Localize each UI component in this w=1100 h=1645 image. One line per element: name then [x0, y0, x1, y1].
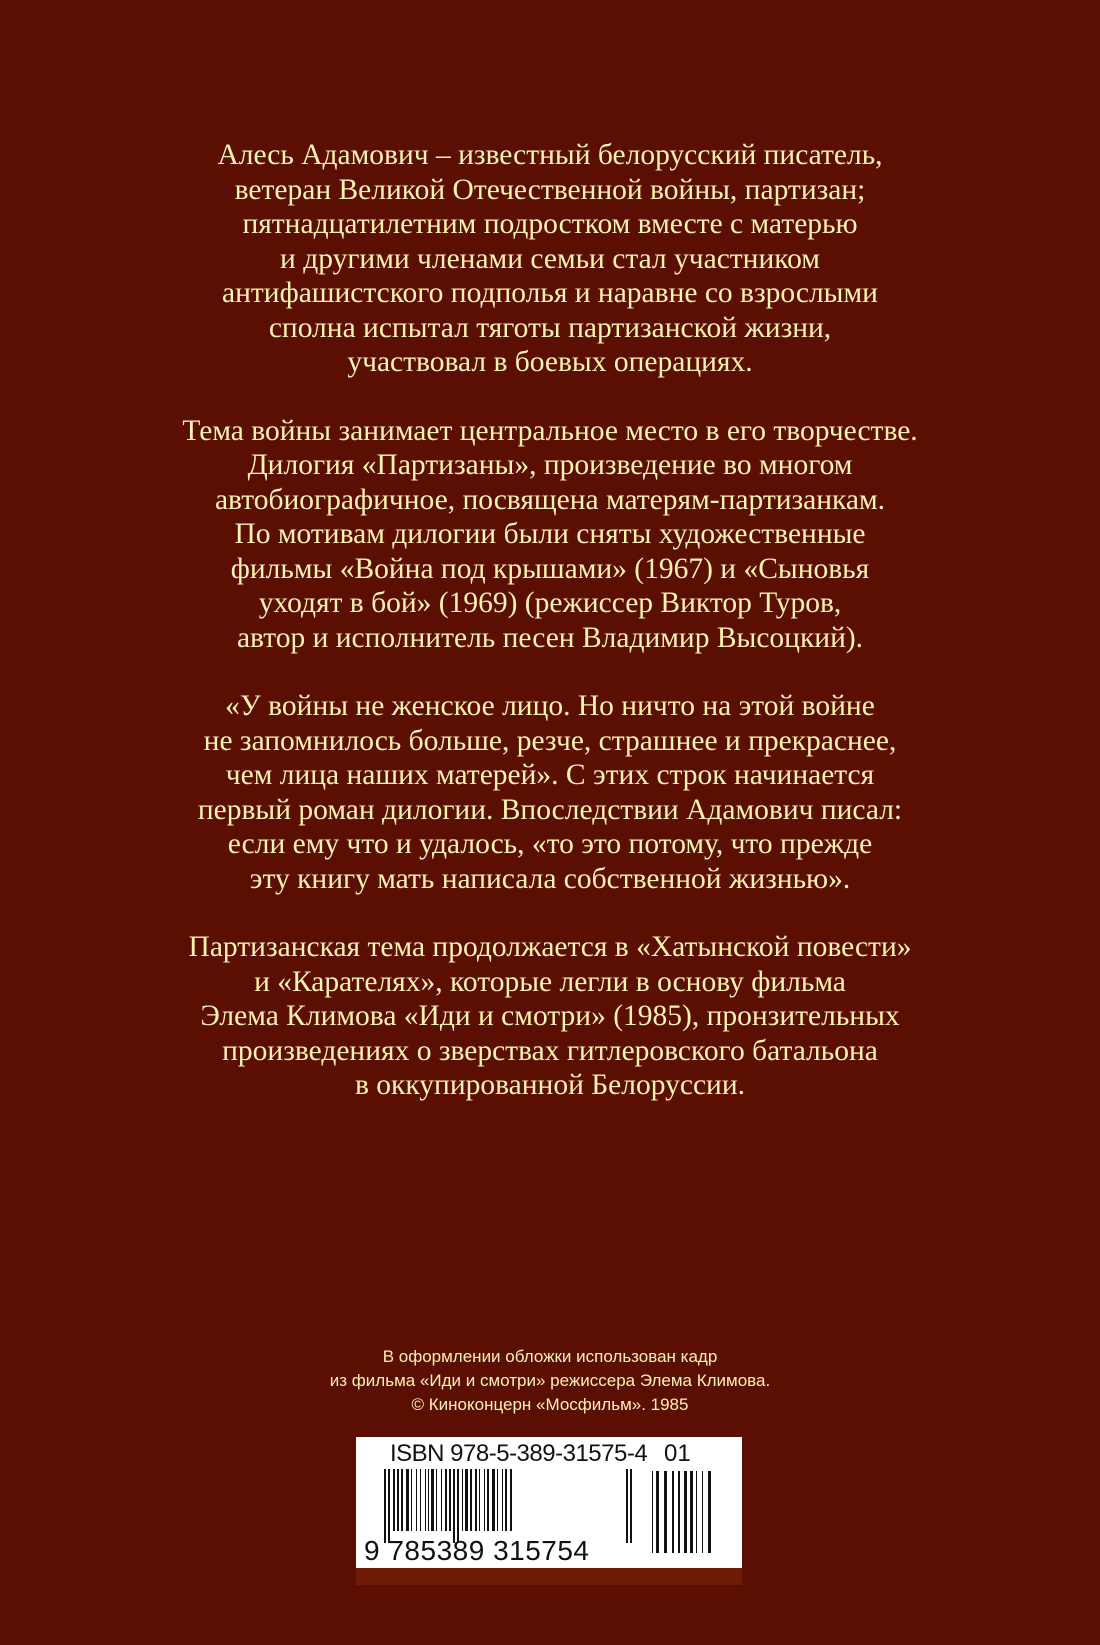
barcode-bar: [502, 1469, 503, 1531]
barcode-bar: [462, 1469, 463, 1531]
text-line: эту книгу мать написала собственной жизнью».: [249, 862, 851, 895]
barcode-bar: [475, 1469, 477, 1531]
credit-line: © Киноконцерн «Мосфильм». 1985: [411, 1395, 689, 1414]
barcode-stripe: [356, 1568, 742, 1585]
text-line: ветеран Великой Отечественной войны, партизан;: [234, 173, 866, 206]
barcode-bar: [431, 1469, 434, 1531]
barcode-bar: [449, 1469, 451, 1531]
text-line: «У войны не женское лицо. Но ничто на этой войне: [225, 690, 875, 722]
text-line: сполна испытал тяготы партизанской жизни,: [268, 311, 832, 344]
paragraph-khatyn: [0, 930, 1100, 1103]
text-line: По мотивам дилогии были сняты художественные: [234, 518, 866, 550]
paragraph-biography: [0, 138, 1100, 380]
barcode-bar: [384, 1469, 386, 1543]
credit-line: из фильма «Иди и смотри» режиссера Элема Климова.: [329, 1371, 771, 1390]
price-addon-code: 01: [664, 1440, 691, 1467]
barcode-bar: [656, 1471, 659, 1553]
barcode-bar: [411, 1469, 412, 1531]
barcode-bar: [708, 1471, 711, 1553]
barcode-bar: [425, 1469, 426, 1531]
barcode-bar: [492, 1469, 495, 1531]
annotation-text: [0, 138, 1100, 1137]
barcode-bar: [393, 1469, 395, 1531]
barcode-bar: [479, 1469, 480, 1531]
barcode-bar: [470, 1469, 472, 1531]
text-line: и другими членами семьи стал участником: [280, 242, 820, 275]
credit-line: В оформлении обложки использован кадр: [382, 1347, 718, 1366]
barcode-bar: [696, 1471, 697, 1553]
barcode-bar: [406, 1469, 409, 1531]
text-line: и «Карателях», которые легли в основу фильма: [254, 965, 846, 998]
ean-digits: 9 785389 315754: [364, 1535, 590, 1566]
barcode-bar: [664, 1471, 667, 1553]
text-line: чем лица наших матерей». С этих строк начинается: [225, 759, 875, 791]
barcode-bar: [510, 1469, 512, 1531]
text-line: не запомнилось больше, резче, страшнее и прекраснее,: [203, 724, 897, 757]
paragraph-dilogy: [0, 414, 1100, 656]
barcode-bar: [487, 1469, 489, 1531]
barcode-bar: [401, 1469, 403, 1531]
barcode-bar: [652, 1471, 653, 1553]
text-line: антифашистского подполья и наравне со взрослыми: [222, 277, 878, 309]
text-line: Дилогия «Партизаны», произведение во многом: [247, 449, 853, 481]
isbn-number: ISBN 978-5-389-31575-4: [390, 1440, 648, 1467]
text-line: Алесь Адамович – известный белорусский писатель,: [217, 139, 883, 171]
barcode-bar: [690, 1471, 693, 1553]
barcode-bar: [672, 1471, 674, 1553]
barcode-bar: [505, 1469, 507, 1531]
text-line: Элема Климова «Иди и смотри» (1985), пронзительных: [200, 1000, 900, 1032]
barcode-bar: [684, 1471, 687, 1553]
barcode-bar: [420, 1469, 421, 1531]
text-line: Партизанская тема продолжается в «Хатынской повести»: [188, 931, 912, 963]
text-line: первый роман дилогии. Впоследствии Адамович писал:: [197, 793, 903, 826]
barcode-bar: [445, 1469, 447, 1531]
text-line: в оккупированной Белоруссии.: [355, 1069, 745, 1101]
barcode-bar: [626, 1469, 628, 1543]
barcode-bar: [453, 1469, 455, 1543]
barcode-bar: [397, 1469, 399, 1531]
text-line: если ему что и удалось, «то это потому, что прежде: [227, 828, 873, 860]
text-line: автор и исполнитель песен Владимир Высоцкий).: [236, 621, 864, 654]
barcode-bar: [630, 1469, 632, 1543]
barcode-bar: [428, 1469, 429, 1531]
paragraph-quote: [0, 689, 1100, 896]
text-line: фильмы «Война под крышами» (1967) и «Сыновья: [230, 552, 870, 585]
barcode-bar: [441, 1469, 442, 1531]
barcode-bar: [388, 1469, 390, 1543]
barcode-bar: [678, 1471, 680, 1553]
barcode-bar: [484, 1469, 485, 1531]
barcode-bar: [457, 1469, 459, 1543]
barcode-bar: [416, 1469, 417, 1531]
barcode-bar: [436, 1469, 437, 1531]
barcode-bar: [497, 1469, 498, 1531]
text-line: уходят в бой» (1969) (режиссер Виктор Туров,: [258, 587, 842, 619]
text-line: участвовал в боевых операциях.: [347, 346, 753, 378]
text-line: произведениях о зверствах гитлеровского батальона: [222, 1034, 878, 1067]
text-line: пятнадцатилетним подростком вместе с матерью: [242, 208, 858, 240]
barcode-bar: [702, 1471, 703, 1553]
cover-credits: [0, 1345, 1100, 1417]
barcode-bar: [465, 1469, 468, 1531]
isbn-barcode: [356, 1437, 742, 1568]
text-line: Тема войны занимает центральное место в его творчестве.: [182, 414, 918, 447]
text-line: автобиографичное, посвящена матерям-партизанкам.: [214, 483, 886, 516]
